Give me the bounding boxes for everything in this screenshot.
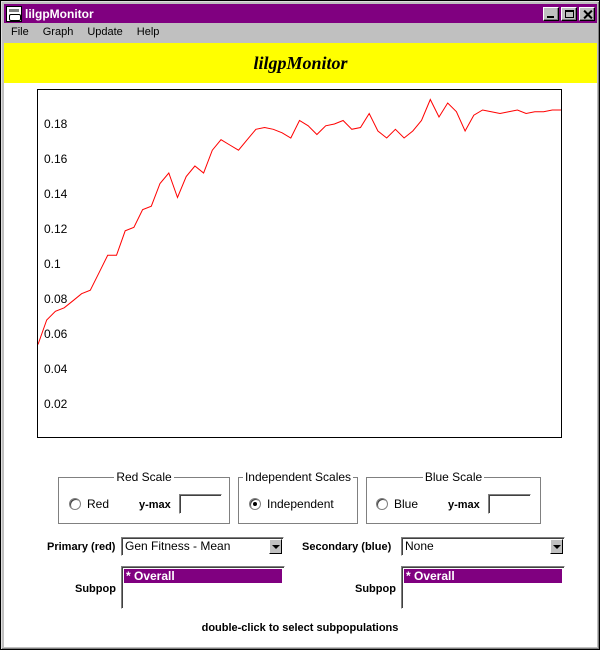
y-tick-label: 0.02 [44, 397, 68, 411]
menu-update[interactable]: Update [87, 26, 123, 38]
title-bar[interactable] [4, 4, 597, 23]
red-ymax-input[interactable] [179, 494, 222, 514]
blue-ymax-label: y-max [448, 499, 480, 511]
secondary-label: Secondary (blue) [302, 541, 392, 553]
y-tick-label: 0.08 [44, 292, 68, 306]
app-banner: lilgpMonitor [4, 43, 597, 83]
blue-scale-title: Blue Scale [424, 470, 483, 484]
menu-file[interactable]: File [11, 26, 29, 38]
chevron-down-icon[interactable] [550, 539, 563, 554]
maximize-button[interactable] [561, 7, 577, 21]
window-title: lilgpMonitor [25, 6, 94, 21]
minimize-button[interactable] [543, 7, 559, 21]
minimize-icon [547, 16, 554, 18]
series-line-gen-fitness-mean [38, 100, 561, 345]
primary-select[interactable] [121, 537, 284, 556]
independent-scales-title: Independent Scales [244, 470, 352, 484]
y-tick-label: 0.16 [44, 152, 68, 166]
close-icon [583, 10, 592, 19]
y-tick-label: 0.12 [44, 222, 68, 236]
red-radio[interactable] [69, 498, 81, 510]
subpop-right-label: Subpop [355, 583, 396, 595]
menu-graph[interactable]: Graph [42, 26, 74, 38]
chevron-down-icon[interactable] [269, 539, 282, 554]
blue-radio-label: Blue [394, 497, 419, 511]
red-scale-group [58, 470, 230, 524]
primary-select-value: Gen Fitness - Mean [125, 539, 231, 553]
subpop-right-list[interactable] [401, 566, 565, 609]
subpop-left-item-overall[interactable]: * Overall [124, 569, 282, 583]
maximize-icon [565, 10, 574, 18]
close-button[interactable] [579, 7, 595, 21]
menu-help[interactable]: Help [136, 26, 160, 38]
subpop-right-item-overall[interactable]: * Overall [404, 569, 562, 583]
blue-radio[interactable] [376, 498, 388, 510]
subpop-left-list[interactable] [121, 566, 285, 609]
independent-scales-group [238, 470, 358, 524]
red-scale-title: Red Scale [116, 470, 172, 484]
blue-ymax-input[interactable] [488, 494, 531, 514]
fitness-line-plot [38, 90, 561, 437]
secondary-select-value: None [405, 539, 434, 553]
independent-radio-label: Independent [267, 497, 334, 511]
y-tick-label: 0.14 [44, 187, 68, 201]
red-radio-label: Red [87, 497, 110, 511]
subpop-left-label: Subpop [75, 583, 116, 595]
y-tick-label: 0.06 [44, 327, 68, 341]
menu-bar [4, 23, 597, 41]
independent-radio[interactable] [249, 498, 261, 510]
blue-scale-group [366, 470, 541, 524]
app-icon[interactable] [6, 6, 22, 22]
secondary-select[interactable] [401, 537, 565, 556]
y-tick-label: 0.1 [44, 257, 61, 271]
primary-label: Primary (red) [47, 541, 116, 553]
hint-text: double-click to select subpopulations [201, 622, 399, 634]
y-tick-label: 0.18 [44, 117, 68, 131]
y-tick-label: 0.04 [44, 362, 68, 376]
red-ymax-label: y-max [139, 499, 171, 511]
